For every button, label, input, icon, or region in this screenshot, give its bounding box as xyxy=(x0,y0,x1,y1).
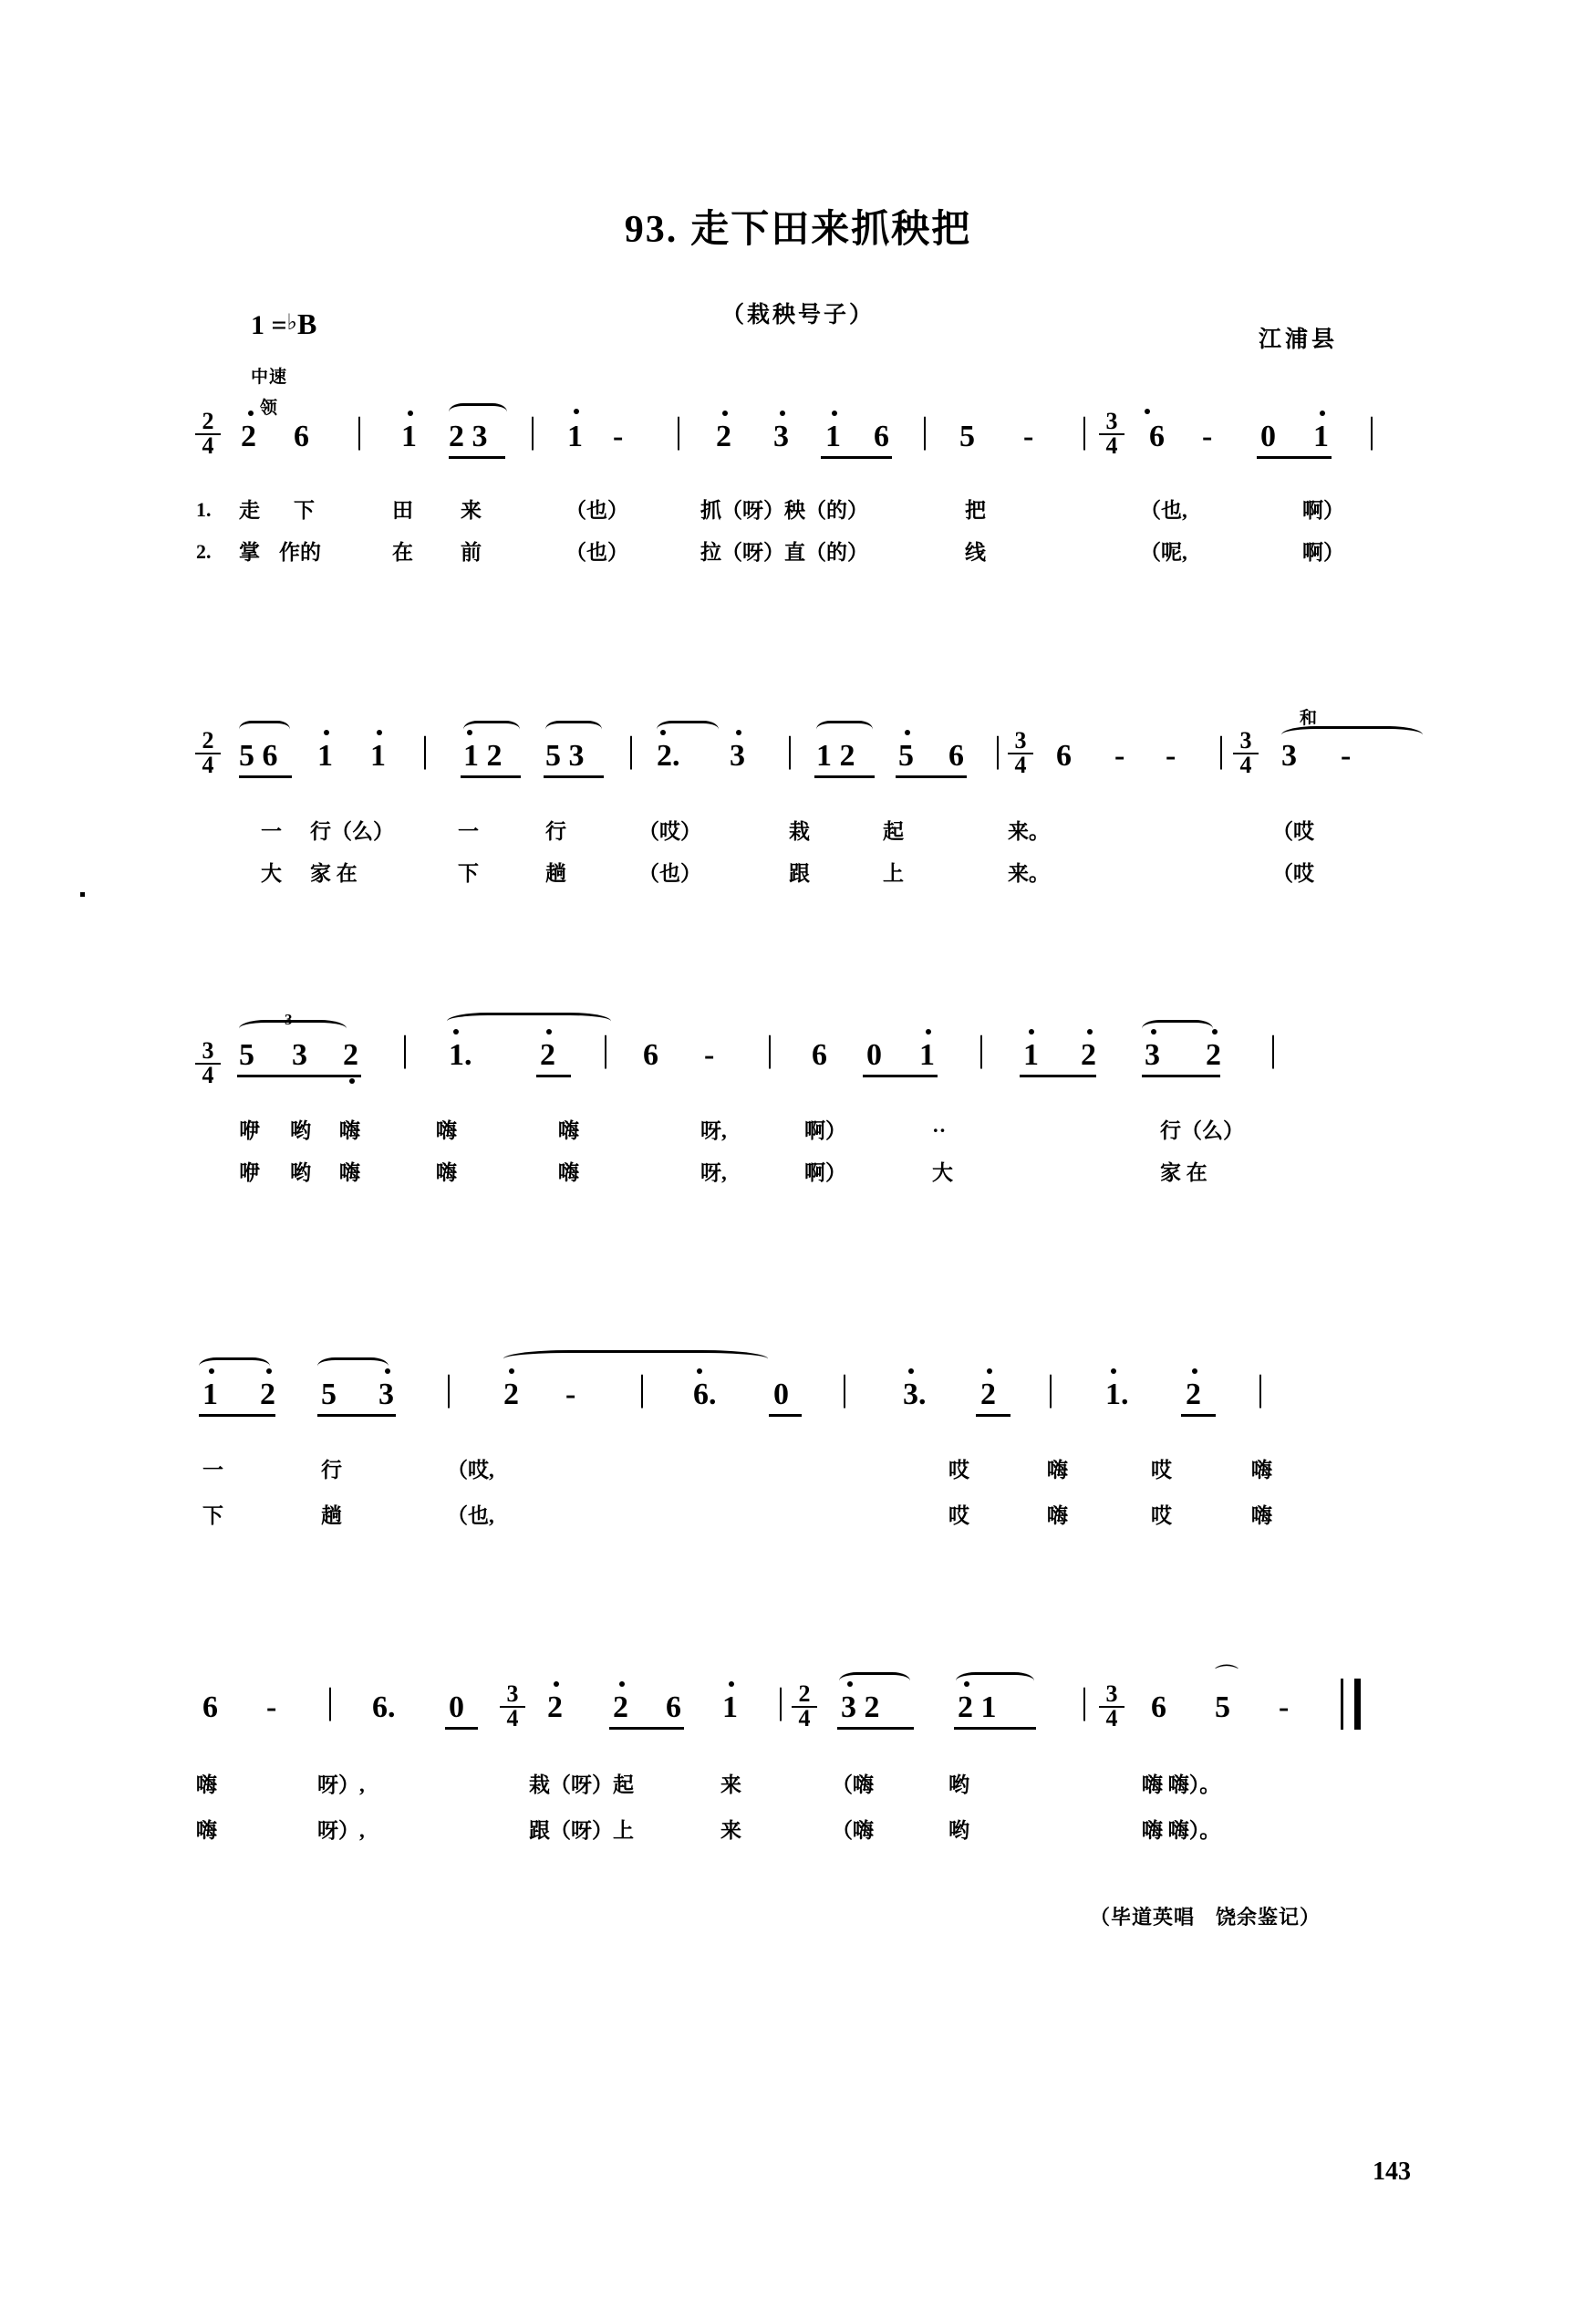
slur-icon xyxy=(239,721,290,738)
note: 5 xyxy=(1215,1690,1230,1724)
beam-icon xyxy=(1020,1075,1096,1077)
note: 1 xyxy=(370,739,386,773)
slur-icon xyxy=(545,721,602,738)
lyric: 一 xyxy=(261,820,282,843)
lyric: （哎 xyxy=(1272,862,1314,885)
time-signature-s2-mid1: 3 4 xyxy=(1008,730,1033,776)
note: 6 xyxy=(874,420,889,453)
dot-above-icon xyxy=(697,1368,702,1374)
lyric: 嗨 xyxy=(196,1773,217,1796)
lyric: 线 xyxy=(965,541,986,564)
note: 3. xyxy=(903,1378,927,1411)
beam-icon xyxy=(976,1414,1010,1417)
note: 1. xyxy=(1105,1378,1129,1411)
barline: | xyxy=(766,1028,774,1069)
beam-icon xyxy=(449,456,505,459)
note: 2 1 xyxy=(958,1690,997,1724)
page-number: 143 xyxy=(1373,2158,1411,2186)
note: 2. xyxy=(657,739,680,773)
region-label: 江浦县 xyxy=(1259,328,1339,352)
page-title xyxy=(0,199,1596,254)
lyric: （哎 xyxy=(1272,820,1314,843)
title-text: 走下田来抓秧把 xyxy=(690,209,972,251)
credit-line: （毕道英唱 饶余鉴记） xyxy=(1090,1906,1321,1929)
lyric: 行 xyxy=(545,820,566,843)
dash: - xyxy=(1341,739,1352,773)
dot-above-icon xyxy=(266,1368,272,1374)
barline: | xyxy=(1218,729,1226,770)
note: 1 xyxy=(567,420,583,453)
lyric: 哟 xyxy=(948,1773,969,1796)
lyric: 嗨 xyxy=(1251,1504,1272,1527)
note: 6 xyxy=(294,420,309,453)
note: 5 3 xyxy=(545,739,585,773)
lyric: 趟 xyxy=(321,1504,342,1527)
note: 6 xyxy=(948,739,964,773)
note: 5 xyxy=(321,1378,337,1411)
lyric: 掌 xyxy=(239,541,260,564)
lyric: （呢, xyxy=(1140,541,1187,564)
lyric: 一 xyxy=(202,1459,223,1482)
barline: | xyxy=(326,1680,335,1721)
note: 5 xyxy=(959,420,975,453)
note: 1. xyxy=(449,1038,472,1072)
dot-above-icon xyxy=(832,411,837,416)
barline: | xyxy=(921,410,929,451)
lyric: 栽 xyxy=(789,820,810,843)
flat-icon: ♭ xyxy=(286,311,297,335)
dot-above-icon xyxy=(1029,1029,1034,1035)
note: 1 xyxy=(722,1690,738,1724)
lyric: 哎 xyxy=(948,1459,969,1482)
chorus-marking: 和 xyxy=(1300,709,1318,728)
dot-above-icon xyxy=(619,1681,625,1687)
lyric: 啊） xyxy=(804,1161,846,1184)
dot-above-icon xyxy=(908,1368,914,1374)
dot-above-icon xyxy=(453,1029,459,1035)
lyric: 呀, xyxy=(700,1161,727,1184)
lyric: 嗨 xyxy=(339,1161,360,1184)
lyric: 嗨 xyxy=(339,1119,360,1142)
dot-below-icon xyxy=(349,1078,355,1084)
barline: | xyxy=(1047,1367,1055,1409)
lyric: 呀）, xyxy=(317,1819,365,1842)
note: 2 xyxy=(547,1690,563,1724)
lyric: 哟 xyxy=(290,1119,311,1142)
slur-icon xyxy=(1281,726,1423,743)
lyric: 一 xyxy=(458,820,479,843)
beam-icon xyxy=(317,1414,396,1417)
note: 3 2 xyxy=(841,1690,880,1724)
lyric: 上 xyxy=(883,862,904,885)
note: 6. xyxy=(693,1378,717,1411)
note: 5 xyxy=(898,739,914,773)
dot-above-icon xyxy=(926,1029,931,1035)
lyric: 下 xyxy=(202,1504,223,1527)
beam-icon xyxy=(821,456,892,459)
barline: | xyxy=(638,1367,647,1409)
lyric: 把 xyxy=(965,499,986,522)
note: 6 xyxy=(1056,739,1072,773)
lyric: 跟 xyxy=(789,862,810,885)
dash: - xyxy=(266,1690,277,1724)
dot-above-icon xyxy=(554,1681,559,1687)
tempo-marking: 中速 xyxy=(251,368,288,387)
barline: | xyxy=(445,1367,453,1409)
barline: | xyxy=(1368,410,1376,451)
lyric: 起 xyxy=(883,820,904,843)
lyric: 下 xyxy=(294,499,315,522)
beam-icon xyxy=(239,775,292,778)
beam-icon xyxy=(461,775,521,778)
time-signature-s1-mid: 3 4 xyxy=(1099,411,1124,457)
slur-icon xyxy=(503,1350,768,1367)
lyric: 呀）, xyxy=(317,1773,365,1796)
beam-icon xyxy=(237,1075,361,1077)
dash: - xyxy=(1114,739,1125,773)
barline: | xyxy=(1081,1680,1089,1721)
lyric: 栽（呀）起 xyxy=(529,1773,634,1796)
lyric: 哎 xyxy=(1151,1459,1172,1482)
time-signature-s2: 2 4 xyxy=(195,730,221,776)
note: 1 xyxy=(1313,420,1329,453)
note: 6 xyxy=(812,1038,827,1072)
lyric: 来。 xyxy=(1008,820,1050,843)
lyric: （嗨 xyxy=(832,1819,874,1842)
beam-icon xyxy=(536,1075,571,1077)
lyric: 趟 xyxy=(545,862,566,885)
lyric: 呀, xyxy=(700,1119,727,1142)
note: 1 xyxy=(317,739,333,773)
dot-above-icon xyxy=(964,1681,969,1687)
dot-above-icon xyxy=(248,411,254,416)
dot-above-icon xyxy=(1111,1368,1116,1374)
note: 2 xyxy=(1186,1378,1201,1411)
note: 5 6 xyxy=(239,739,278,773)
lyric-verse-number: 1. xyxy=(196,498,212,521)
beam-icon xyxy=(1181,1414,1216,1417)
subtitle: （栽秧号子） xyxy=(720,303,875,328)
note: 6 xyxy=(202,1690,218,1724)
lyric: 在 xyxy=(392,541,413,564)
lyric-verse-number: 2. xyxy=(196,540,212,563)
time-signature-s1: 2 4 xyxy=(195,411,221,457)
dot-above-icon xyxy=(377,730,382,735)
lyric: 咿 xyxy=(239,1161,260,1184)
barline: | xyxy=(786,729,794,770)
dot-above-icon xyxy=(722,411,728,416)
dot-above-icon xyxy=(736,730,741,735)
dot-above-icon xyxy=(1151,1029,1156,1035)
rest: 0 xyxy=(773,1378,789,1411)
barline: | xyxy=(994,729,1002,770)
barline: | xyxy=(356,410,364,451)
dot-above-icon xyxy=(1087,1029,1093,1035)
note: 6. xyxy=(372,1690,396,1724)
lyric: 哟 xyxy=(290,1161,311,1184)
lyric: 嗨 xyxy=(1251,1459,1272,1482)
note: 2 xyxy=(503,1378,519,1411)
note: 6 xyxy=(666,1690,681,1724)
dot-above-icon xyxy=(780,411,785,416)
rest: 0 xyxy=(866,1038,882,1072)
dot-above-icon xyxy=(1320,411,1325,416)
note: 6 xyxy=(643,1038,658,1072)
note: 3 xyxy=(1281,739,1297,773)
barline: | xyxy=(602,1028,610,1069)
note: 1 2 xyxy=(816,739,855,773)
lyric: 嗨 嗨）。 xyxy=(1142,1819,1221,1842)
barline: | xyxy=(421,729,430,770)
lyric: 行 xyxy=(321,1459,342,1482)
beam-icon xyxy=(445,1727,478,1730)
note: 3 xyxy=(378,1378,394,1411)
beam-icon xyxy=(1257,456,1332,459)
lyric: （也, xyxy=(447,1504,494,1527)
slur-icon xyxy=(239,1020,347,1037)
time-signature-s5-3: 3 4 xyxy=(1099,1683,1124,1730)
dot-above-icon xyxy=(1145,409,1150,414)
slur-icon xyxy=(447,1013,611,1030)
note: 3 xyxy=(1145,1038,1160,1072)
lyric: 嗨 xyxy=(436,1119,457,1142)
barline: | xyxy=(1270,1028,1278,1069)
dot-above-icon xyxy=(209,1368,214,1374)
fermata-icon: ⌒ xyxy=(1215,1664,1239,1690)
note: 3 xyxy=(730,739,745,773)
lyric: 大 xyxy=(261,862,282,885)
beam-icon xyxy=(769,1414,802,1417)
rest: 0 xyxy=(449,1690,464,1724)
lyric: 来 xyxy=(461,499,482,522)
dot-above-icon xyxy=(729,1681,734,1687)
lyric: （哎, xyxy=(447,1459,494,1482)
lyric: 行（么） xyxy=(310,820,394,843)
lyric: 前 xyxy=(461,541,482,564)
lyric: 家 在 xyxy=(1160,1161,1207,1184)
lyric: 嗨 嗨）。 xyxy=(1142,1773,1221,1796)
barline: | xyxy=(529,410,537,451)
time-signature-s5-2: 2 4 xyxy=(792,1683,817,1730)
note: 2 xyxy=(1081,1038,1096,1072)
rest: 0 xyxy=(1260,420,1276,453)
note: 3 xyxy=(773,420,789,453)
note: 2 xyxy=(716,420,731,453)
note: 2 3 xyxy=(449,420,488,453)
stray-mark xyxy=(80,892,85,897)
barline: | xyxy=(777,1680,785,1721)
note: 1 xyxy=(919,1038,935,1072)
dot-above-icon xyxy=(546,1029,552,1035)
lyric: 行（么） xyxy=(1160,1119,1244,1142)
note: 6 xyxy=(1149,420,1165,453)
note: 1 2 xyxy=(463,739,503,773)
lyric: （也） xyxy=(565,499,628,522)
dash: - xyxy=(1166,739,1176,773)
lyric: 田 xyxy=(392,499,413,522)
note: 1 xyxy=(401,420,417,453)
dash: - xyxy=(704,1038,715,1072)
note: 2 xyxy=(241,420,256,453)
note: 2 xyxy=(613,1690,628,1724)
lyric: ·· xyxy=(932,1119,947,1142)
lyric: 嗨 xyxy=(436,1161,457,1184)
note: 2 xyxy=(1206,1038,1221,1072)
beam-icon xyxy=(896,775,967,778)
lyric: 抓（呀）秧（的） xyxy=(700,499,868,522)
dash: - xyxy=(613,420,624,453)
slur-icon xyxy=(816,721,873,738)
beam-icon xyxy=(1142,1075,1220,1077)
barline: | xyxy=(627,729,636,770)
lyric: 嗨 xyxy=(558,1119,579,1142)
lyric: 下 xyxy=(458,862,479,885)
barline: | xyxy=(401,1028,409,1069)
dot-above-icon xyxy=(660,730,666,735)
time-signature-s3: 3 4 xyxy=(195,1040,221,1087)
slur-icon xyxy=(317,1357,389,1375)
beam-icon xyxy=(837,1727,914,1730)
time-signature-s5-1: 3 4 xyxy=(500,1683,525,1730)
lyric: 嗨 xyxy=(1047,1459,1068,1482)
lyric: 来 xyxy=(720,1819,741,1842)
lyric: 啊） xyxy=(804,1119,846,1142)
lyric: 啊） xyxy=(1302,541,1344,564)
lyric: 大 xyxy=(932,1161,953,1184)
dot-above-icon xyxy=(467,730,472,735)
beam-icon xyxy=(199,1414,275,1417)
lyric: （也） xyxy=(638,862,701,885)
beam-icon xyxy=(544,775,604,778)
dash: - xyxy=(1023,420,1034,453)
title-number: 93. xyxy=(624,209,679,251)
beam-icon xyxy=(814,775,875,778)
note: 3 xyxy=(292,1038,307,1072)
note: 1 xyxy=(202,1378,218,1411)
lyric: 嗨 xyxy=(196,1819,217,1842)
note: 1 xyxy=(825,420,841,453)
lyric: 来。 xyxy=(1008,862,1050,885)
lyric: 嗨 xyxy=(1047,1504,1068,1527)
dash: - xyxy=(1279,1690,1290,1724)
slur-icon xyxy=(657,721,719,738)
note: 6 xyxy=(1151,1690,1166,1724)
barline: | xyxy=(675,410,683,451)
lyric: （也, xyxy=(1140,499,1187,522)
beam-icon xyxy=(863,1075,938,1077)
lyric: 作的 xyxy=(279,541,321,564)
dot-above-icon xyxy=(987,1368,992,1374)
barline: | xyxy=(1257,1367,1265,1409)
key-note: B xyxy=(296,307,317,340)
lyric: 哟 xyxy=(948,1819,969,1842)
lyric: 哎 xyxy=(1151,1504,1172,1527)
note: 2 xyxy=(343,1038,358,1072)
note: 2 xyxy=(980,1378,996,1411)
note: 2 xyxy=(260,1378,275,1411)
dot-above-icon xyxy=(509,1368,514,1374)
lyric: 啊） xyxy=(1302,499,1344,522)
barline: | xyxy=(978,1028,986,1069)
dot-above-icon xyxy=(408,411,413,416)
time-signature-s2-mid2: 3 4 xyxy=(1233,730,1259,776)
tuplet-marking: 3 xyxy=(285,1011,293,1028)
dash: - xyxy=(565,1378,576,1411)
lyric: 哎 xyxy=(948,1504,969,1527)
final-barline xyxy=(1341,1679,1361,1730)
beam-icon xyxy=(609,1727,684,1730)
lead-marking: 领 xyxy=(260,399,278,418)
beam-icon xyxy=(954,1727,1036,1730)
lyric: 嗨 xyxy=(558,1161,579,1184)
slur-icon xyxy=(463,721,520,738)
dot-above-icon xyxy=(905,730,910,735)
barline: | xyxy=(1081,410,1089,451)
note: 5 xyxy=(239,1038,254,1072)
key-signature xyxy=(251,307,316,341)
barline: | xyxy=(841,1367,849,1409)
dash: - xyxy=(1202,420,1213,453)
dot-above-icon xyxy=(1192,1368,1197,1374)
lyric: 走 xyxy=(239,499,260,522)
lyric: （嗨 xyxy=(832,1773,874,1796)
slur-icon xyxy=(449,403,507,421)
dot-above-icon xyxy=(385,1368,390,1374)
lyric: 家 在 xyxy=(310,862,358,885)
dot-above-icon xyxy=(847,1681,853,1687)
dot-above-icon xyxy=(324,730,329,735)
lyric: 拉（呀）直（的） xyxy=(700,541,868,564)
note: 2 xyxy=(540,1038,555,1072)
dot-above-icon xyxy=(1212,1029,1218,1035)
key-signature-prefix: 1 = xyxy=(251,310,287,340)
dot-above-icon xyxy=(574,409,579,414)
lyric: 咿 xyxy=(239,1119,260,1142)
lyric: （也） xyxy=(565,541,628,564)
lyric: 来 xyxy=(720,1773,741,1796)
note: 1 xyxy=(1023,1038,1039,1072)
lyric: （哎） xyxy=(638,820,701,843)
lyric: 跟（呀）上 xyxy=(529,1819,634,1842)
